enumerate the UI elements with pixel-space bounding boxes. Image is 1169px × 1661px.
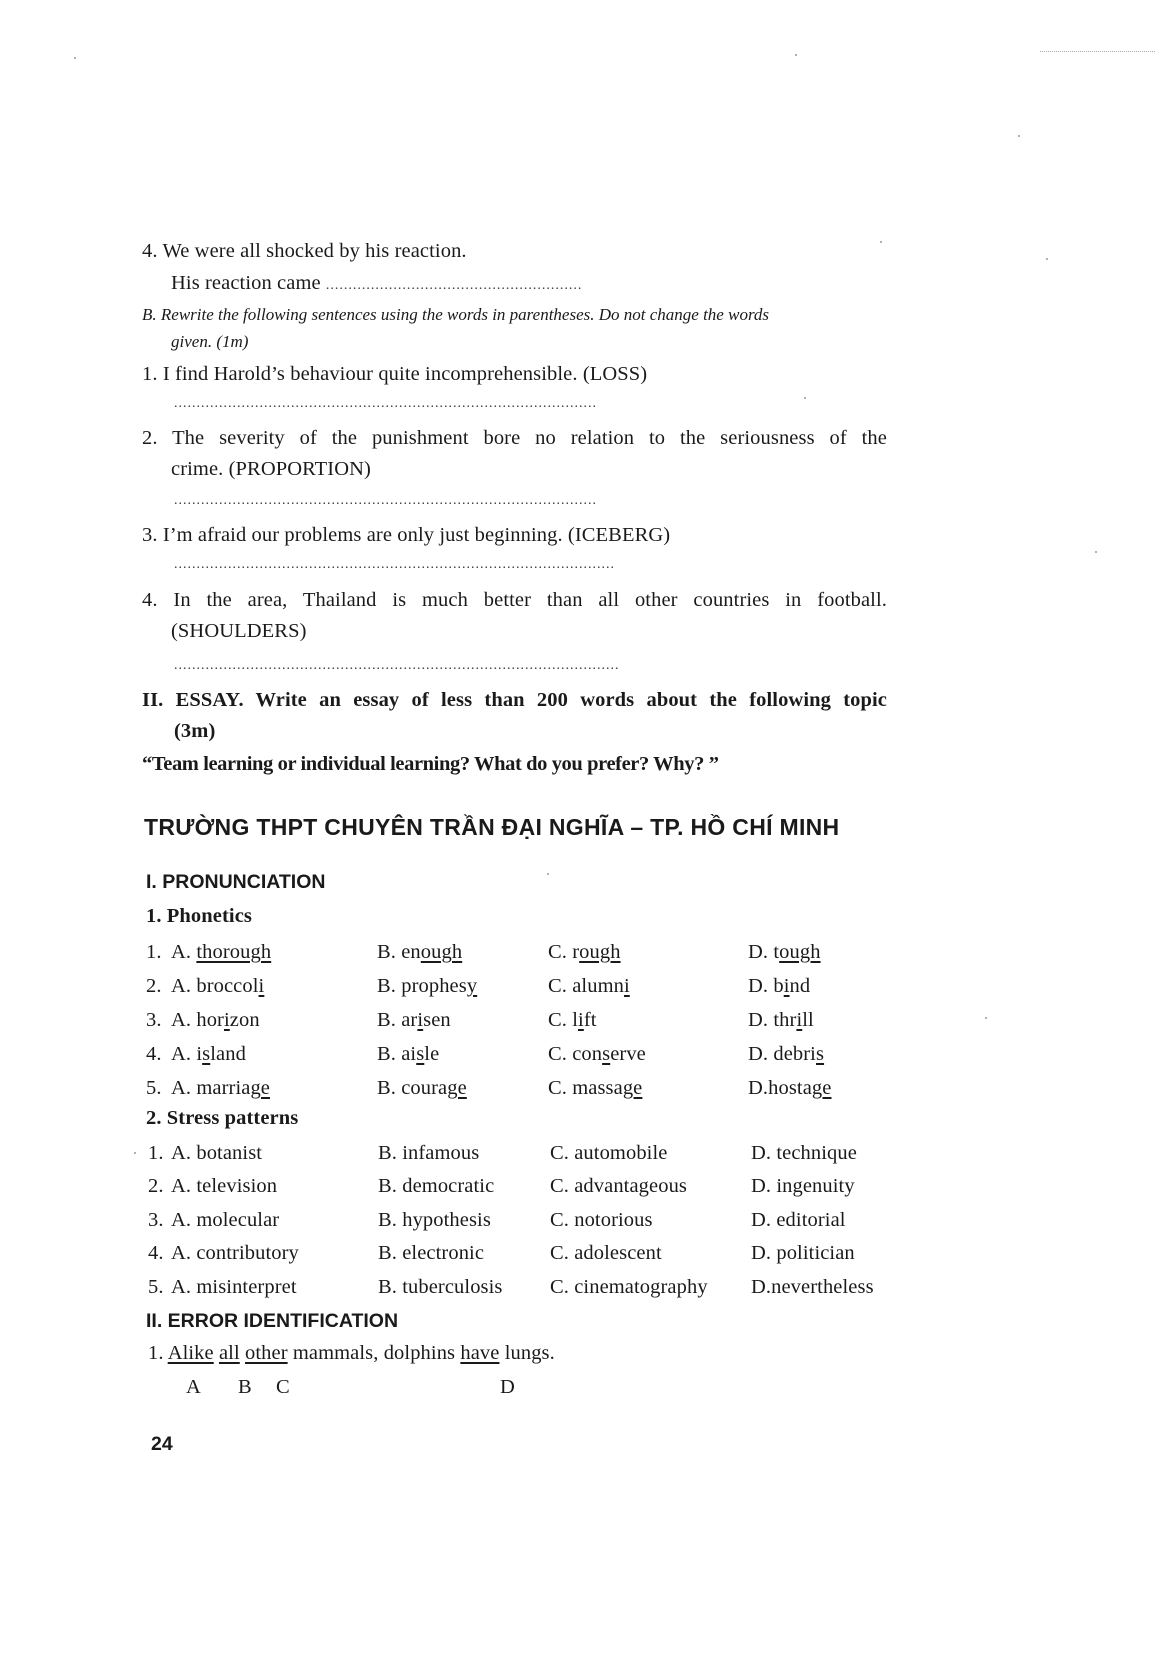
word-part: C. con: [548, 1043, 603, 1065]
item-text-cont: crime. (PROPORTION): [171, 458, 371, 480]
underlined-sound: i: [796, 1009, 803, 1031]
underlined-sound: ough: [779, 941, 821, 963]
option-d: [748, 976, 810, 997]
option-c: [548, 1078, 642, 1099]
word-part: A. hor: [171, 1009, 224, 1031]
word-part: erve: [610, 1043, 646, 1065]
word-part: ft: [583, 1009, 597, 1031]
question-number: 1.: [148, 1142, 164, 1164]
word-part: le: [424, 1043, 440, 1065]
option-c: [548, 942, 621, 963]
answer-dots: ..................................................................................................: [174, 557, 615, 572]
section-b-instruction: B. Rewrite the following sentences using the words in parentheses. Do not change the words: [142, 305, 770, 324]
underlined-option-c: other: [245, 1342, 288, 1364]
word-part: D. b: [748, 975, 784, 997]
underlined-sound: i: [417, 1009, 424, 1031]
error-identification-heading: II. ERROR IDENTIFICATION: [146, 1310, 399, 1332]
word-part: B. en: [377, 941, 421, 963]
essay-topic: “Team learning or individual learning? What do you prefer? Why? ”: [142, 753, 719, 775]
item-text: The severity of the punishment bore no relation to the seriousness of the: [172, 427, 887, 449]
word-part: D.hosta: [748, 1077, 812, 1099]
underlined-sound: i: [623, 975, 630, 997]
option-a: A. botanist: [171, 1142, 263, 1164]
option-d: [748, 1044, 824, 1065]
question-number: 4.: [146, 1043, 162, 1065]
scan-speck: [795, 54, 797, 56]
underlined-option-b: all: [218, 1342, 240, 1364]
underlined-sound: i: [258, 975, 265, 997]
word-part: C. l: [548, 1009, 579, 1031]
section-b-item-2: [142, 428, 887, 449]
option-a: A. misinterpret: [171, 1276, 297, 1298]
error-item-1: [148, 1343, 555, 1364]
option-label-b: B: [238, 1376, 252, 1398]
underlined-sound: s: [815, 1043, 825, 1065]
scan-speck: [804, 397, 806, 399]
question-number: 5.: [148, 1276, 164, 1298]
word-part: ll: [802, 1009, 814, 1031]
scan-speck: [985, 1017, 987, 1019]
item-number: 1.: [148, 1342, 164, 1364]
scan-speck: [547, 873, 549, 875]
item-sentence: We were all shocked by his reaction.: [162, 240, 467, 262]
option-b: [377, 942, 462, 963]
option-c: C. cinematography: [550, 1276, 708, 1298]
rewrite-a-item-4: [142, 241, 467, 262]
option-a: [171, 1078, 270, 1099]
answer-dots: ..............................................................................................: [174, 493, 597, 508]
section-b-item-3: [142, 525, 670, 546]
option-label-c: C: [276, 1376, 290, 1398]
word-part: C. r: [548, 941, 580, 963]
underlined-sound: ge: [811, 1077, 832, 1099]
pronunciation-heading: I. PRONUNCIATION: [146, 871, 326, 893]
word-part: D. thr: [748, 1009, 797, 1031]
sentence-end: lungs.: [499, 1342, 555, 1364]
sentence-middle: mammals, dolphins: [287, 1342, 461, 1364]
scan-speck: [1095, 551, 1097, 553]
option-c: C. automobile: [550, 1142, 668, 1164]
stem-text: His reaction came: [171, 272, 321, 294]
word-part: A.: [171, 941, 197, 963]
stress-heading: 2. Stress patterns: [146, 1107, 299, 1129]
question-number: 3.: [146, 1009, 162, 1031]
option-d: [748, 942, 821, 963]
option-d: [748, 1010, 814, 1031]
scan-speck: [74, 57, 76, 59]
scan-speck: [1018, 135, 1020, 137]
school-title: TRƯỜNG THPT CHUYÊN TRẦN ĐẠI NGHĨA – TP. HỒ CHÍ MINH: [144, 814, 840, 840]
word-part: sen: [423, 1009, 451, 1031]
option-a: [171, 976, 264, 997]
option-b: B. electronic: [378, 1242, 485, 1264]
option-a: A. molecular: [171, 1209, 280, 1231]
item-text: I find Harold’s behaviour quite incomprehensible. (LOSS): [162, 363, 648, 385]
item-text-cont: (SHOULDERS): [171, 620, 307, 642]
option-c: [548, 1044, 646, 1065]
underlined-sound: y: [466, 975, 478, 997]
option-c: [548, 1010, 597, 1031]
option-b: [377, 1010, 451, 1031]
item-text: In the area, Thailand is much better than all other countries in football.: [173, 589, 887, 611]
underlined-sound: s: [202, 1043, 211, 1065]
item-number: 1.: [142, 363, 158, 385]
rewrite-a-item-4-stem: [171, 273, 582, 294]
underlined-sound: ough: [420, 941, 463, 963]
option-d: [748, 1078, 831, 1099]
item-text: I’m afraid our problems are only just beginning. (ICEBERG): [162, 524, 671, 546]
option-c: C. notorious: [550, 1209, 653, 1231]
item-number: 4.: [142, 240, 158, 262]
option-b: B. democratic: [378, 1175, 495, 1197]
word-part: land: [210, 1043, 246, 1065]
word-part: D. t: [748, 941, 780, 963]
question-number: 3.: [148, 1209, 164, 1231]
word-part: A. marria: [171, 1077, 251, 1099]
word-part: B. prophes: [377, 975, 467, 997]
question-number: 2.: [148, 1175, 164, 1197]
answer-dots: ...................................................................................................: [174, 658, 620, 673]
option-a: [171, 942, 271, 963]
word-part: A. i: [171, 1043, 203, 1065]
option-d: D. technique: [751, 1142, 857, 1164]
scan-speck: [134, 1152, 136, 1154]
option-label-a: A: [186, 1376, 201, 1398]
underlined-sound: ge: [250, 1077, 271, 1099]
option-a: [171, 1010, 260, 1031]
option-d: D. politician: [751, 1242, 855, 1264]
question-number: 4.: [148, 1242, 164, 1264]
underlined-sound: i: [578, 1009, 584, 1031]
question-number: 1.: [146, 941, 162, 963]
item-number: 4.: [142, 589, 158, 611]
essay-heading-cont: (3m): [174, 720, 216, 742]
option-a: A. television: [171, 1175, 278, 1197]
underlined-sound: ge: [622, 1077, 643, 1099]
word-part: B. ar: [377, 1009, 418, 1031]
underlined-option-d: have: [460, 1342, 500, 1364]
answer-dots: .........................................................: [325, 278, 583, 293]
phonetics-heading: 1. Phonetics: [146, 905, 252, 927]
underlined-sound: i: [783, 975, 790, 997]
item-number: 3.: [142, 524, 158, 546]
underlined-sound: s: [602, 1043, 611, 1065]
word-part: B. coura: [377, 1077, 448, 1099]
word-part: A. broccol: [171, 975, 259, 997]
question-number: 2.: [146, 975, 162, 997]
option-a: [171, 1044, 246, 1065]
question-number: 5.: [146, 1077, 162, 1099]
option-b: [377, 1044, 439, 1065]
underlined-sound: ge: [447, 1077, 467, 1099]
option-d: D. ingenuity: [751, 1175, 855, 1197]
answer-dots: ..............................................................................................: [174, 396, 597, 411]
word-part: C. massa: [548, 1077, 623, 1099]
section-b-item-4: [142, 590, 887, 611]
page-number: 24: [151, 1433, 173, 1455]
option-c: C. advantageous: [550, 1175, 687, 1197]
option-c: C. adolescent: [550, 1242, 662, 1264]
underlined-sound: s: [416, 1043, 425, 1065]
section-b-instruction-cont: given. (1m): [171, 332, 249, 351]
scan-edge-line: [1040, 51, 1155, 52]
underlined-sound: i: [223, 1009, 230, 1031]
word-part: B. ai: [377, 1043, 417, 1065]
word-part: nd: [789, 975, 811, 997]
word-part: zon: [229, 1009, 260, 1031]
essay-heading: II. ESSAY. Write an essay of less than 200 words about the following topic: [142, 689, 887, 711]
word-part: D. debri: [748, 1043, 816, 1065]
option-label-d: D: [500, 1376, 515, 1398]
option-b: B. infamous: [378, 1142, 480, 1164]
option-a: A. contributory: [171, 1242, 299, 1264]
item-number: 2.: [142, 427, 158, 449]
scan-speck: [880, 241, 882, 243]
option-b: [377, 1078, 467, 1099]
section-b-item-1: [142, 364, 647, 385]
underlined-sound: thorough: [196, 941, 272, 963]
option-b: B. tuberculosis: [378, 1276, 503, 1298]
scan-speck: [1046, 258, 1048, 260]
option-d: D. editorial: [751, 1209, 846, 1231]
option-b: [377, 976, 477, 997]
underlined-sound: ough: [579, 941, 621, 963]
word-part: C. alumn: [548, 975, 624, 997]
option-d: D.nevertheless: [751, 1276, 874, 1298]
option-b: B. hypothesis: [378, 1209, 491, 1231]
option-c: [548, 976, 630, 997]
underlined-option-a: Alike: [167, 1342, 214, 1364]
